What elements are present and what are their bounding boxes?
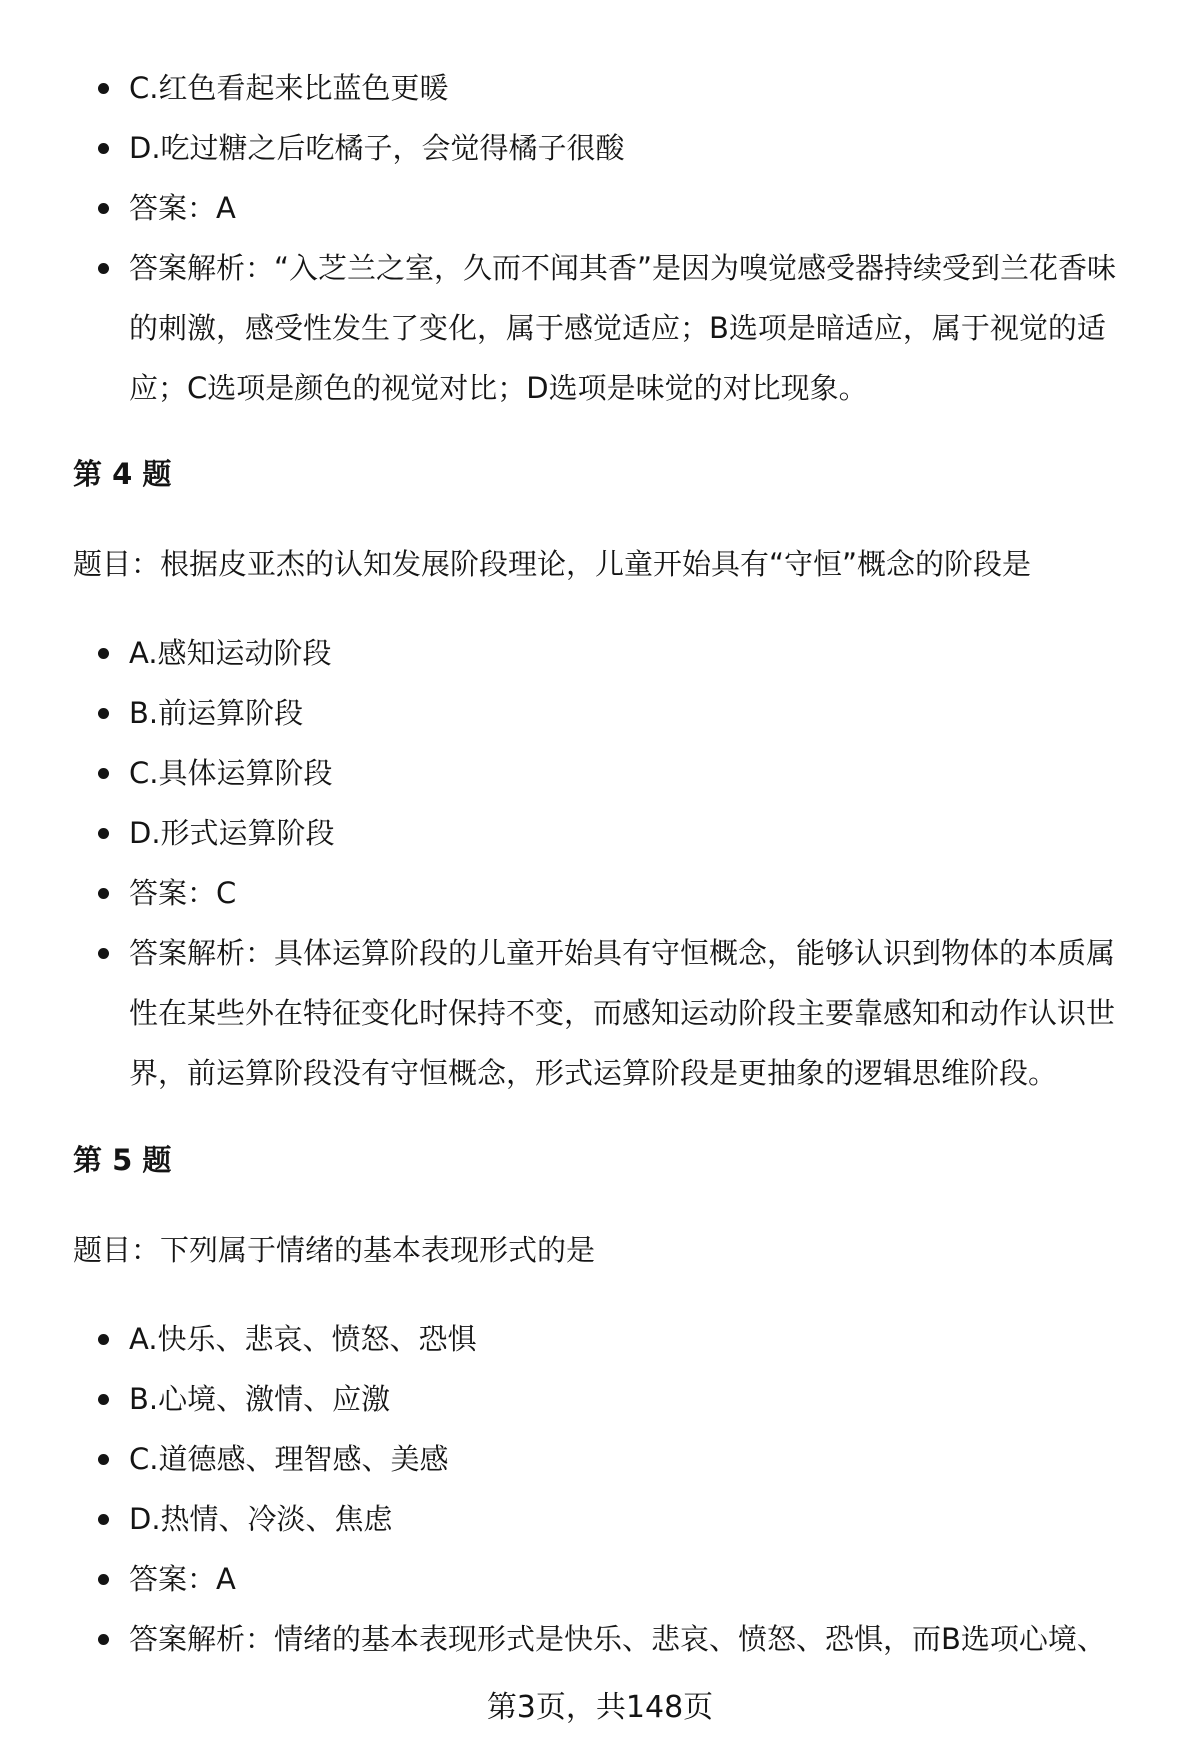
explanation-text: 答案解析：情绪的基本表现形式是快乐、悲哀、愤怒、恐惧，而B选项心境、 [129,1622,1106,1656]
option-text: A.感知运动阶段 [129,636,332,670]
answer-text: 答案：C [129,876,237,910]
answer-text: 答案：A [129,191,236,225]
q3-options-list [0,58,1200,418]
explanation-text: 答案解析：具体运算阶段的儿童开始具有守恒概念，能够认识到物体的本质属性在某些外在特征变化时保持不变，而感知运动阶段主要靠感知和动作认识世界，前运算阶段没有守恒概念，形式运算阶段是更抽象的逻辑思维阶段。 [129,936,1116,1090]
list-item [0,803,1200,863]
option-text: D.热情、冷淡、焦虑 [129,1502,393,1536]
bullet-icon [98,1394,109,1405]
list-item [0,683,1200,743]
bullet-icon [98,948,109,959]
question-text: 题目：根据皮亚杰的认知发展阶段理论，儿童开始具有“守恒”概念的阶段是 [73,547,1032,581]
list-item [0,58,1200,118]
bullet-icon [98,83,109,94]
list-item [0,238,1200,418]
bullet-icon [98,1574,109,1585]
bullet-icon [98,708,109,719]
bullet-icon [98,143,109,154]
page-number: 第3页，共148页 [486,1690,714,1725]
q4-options-list [0,623,1200,1103]
list-item [0,1429,1200,1489]
option-text: D.形式运算阶段 [129,816,335,850]
list-item [0,743,1200,803]
bullet-icon [98,203,109,214]
bullet-icon [98,1514,109,1525]
answer-text: 答案：A [129,1562,236,1596]
bullet-icon [98,1634,109,1645]
option-text: C.道德感、理智感、美感 [129,1442,449,1476]
list-item [0,623,1200,683]
list-item [0,1369,1200,1429]
bullet-icon [98,768,109,779]
q5-options-list [0,1309,1200,1669]
bullet-icon [98,263,109,274]
list-item [0,863,1200,923]
list-item [0,1549,1200,1609]
list-item [0,1609,1200,1669]
option-text: B.心境、激情、应激 [129,1382,391,1416]
option-text: C.红色看起来比蓝色更暖 [129,71,449,105]
list-item [0,118,1200,178]
option-text: D.吃过糖之后吃橘子，会觉得橘子很酸 [129,131,625,165]
bullet-icon [98,648,109,659]
bullet-icon [98,1454,109,1465]
list-item [0,178,1200,238]
explanation-text: 答案解析：“入芝兰之室，久而不闻其香”是因为嗅觉感受器持续受到兰花香味的刺激，感受性发生了变化，属于感觉适应；B选项是暗适应，属于视觉的适应；C选项是颜色的视觉对比；D选项是味觉的对比现象。 [129,251,1117,405]
question-heading: 第 4 题 [73,457,172,491]
option-text: B.前运算阶段 [129,696,304,730]
bullet-icon [98,828,109,839]
list-item [0,1309,1200,1369]
question-text: 题目：下列属于情绪的基本表现形式的是 [73,1233,596,1267]
bullet-icon [98,888,109,899]
bullet-icon [98,1334,109,1345]
option-text: A.快乐、悲哀、愤怒、恐惧 [129,1322,477,1356]
option-text: C.具体运算阶段 [129,756,333,790]
list-item [0,923,1200,1103]
question-heading: 第 5 题 [73,1143,172,1177]
list-item [0,1489,1200,1549]
